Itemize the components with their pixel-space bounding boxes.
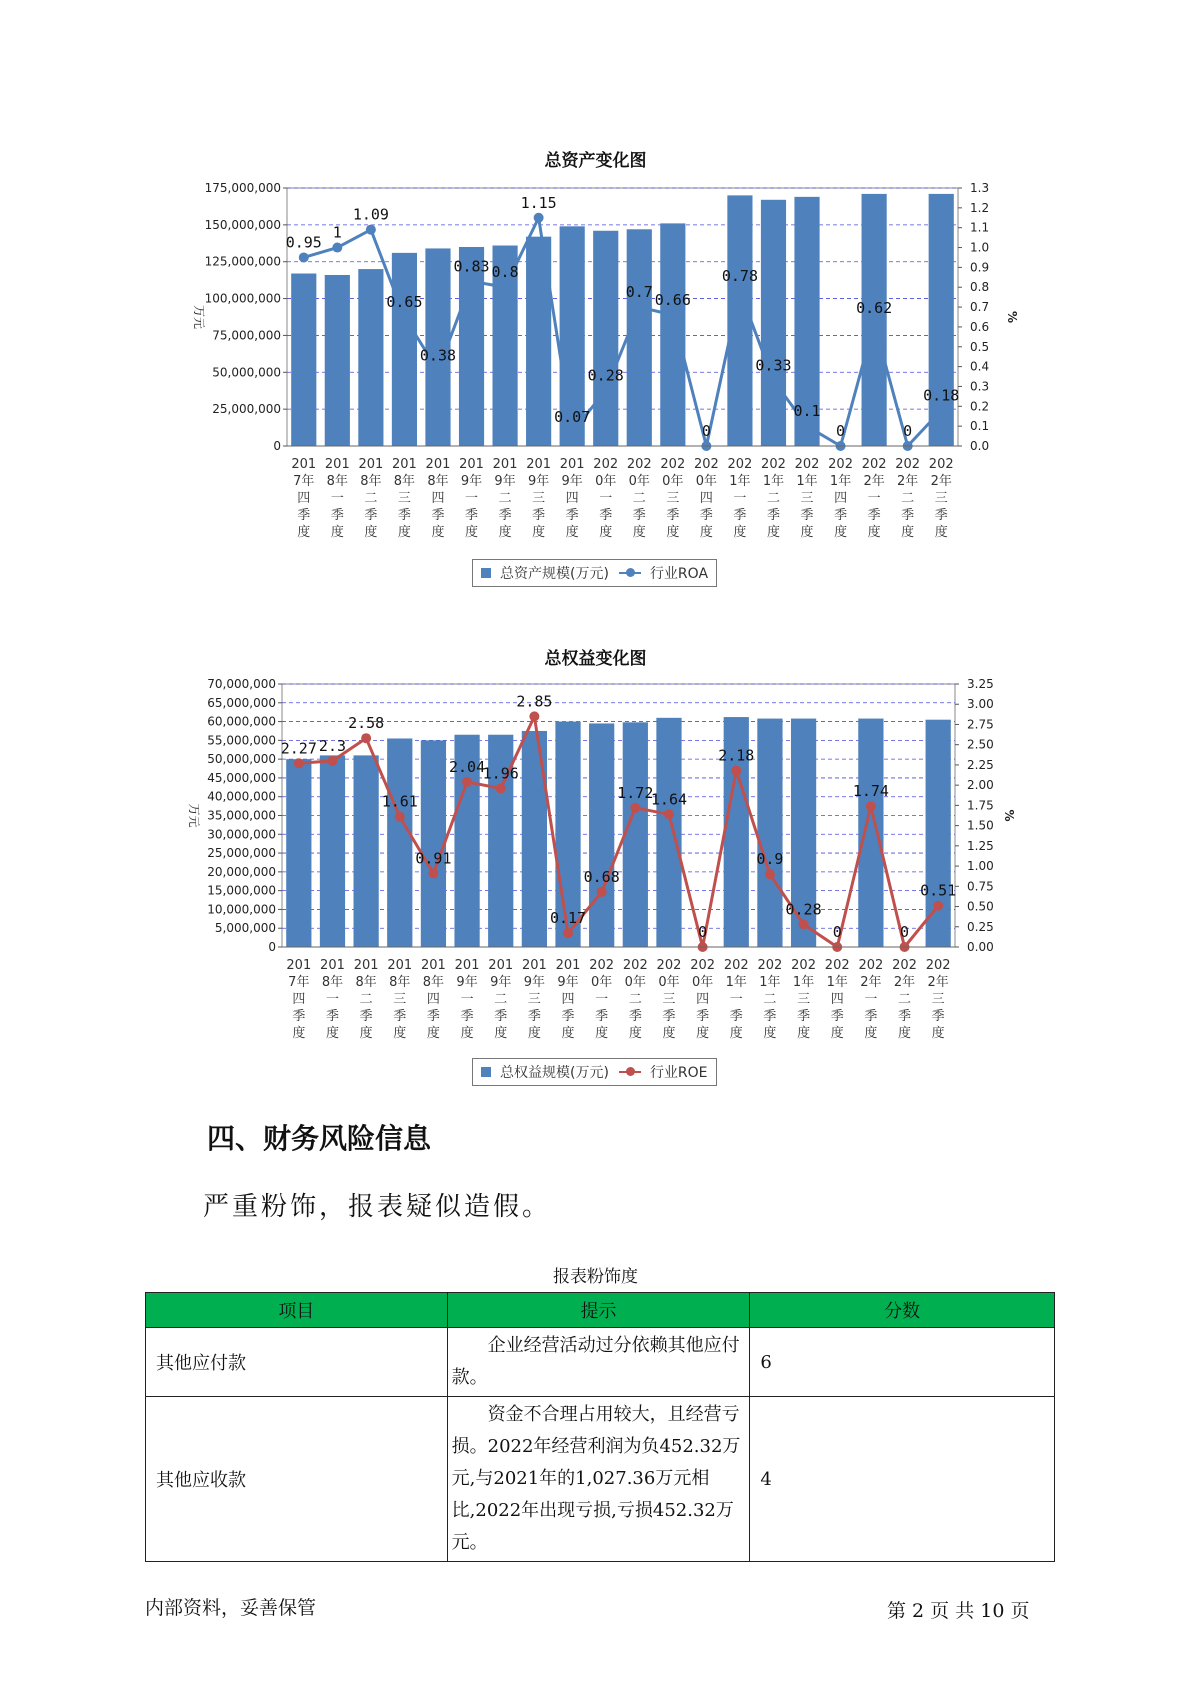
data-label: 1.64 xyxy=(650,790,688,809)
data-label: 0.78 xyxy=(721,267,758,286)
x-tick-label: 201 8年四季度 xyxy=(421,958,446,1041)
bar xyxy=(623,722,648,947)
item-cell: 其他应付款 xyxy=(146,1328,448,1397)
x-tick-label: 201 8年三季度 xyxy=(387,958,413,1041)
x-tick-label: 201 8年三季度 xyxy=(392,457,417,540)
line-point xyxy=(601,385,611,395)
y-tick-label: 35,000,000 xyxy=(207,808,276,823)
x-tick-label: 202 1年一季度 xyxy=(723,958,749,1041)
y-tick-label: 60,000,000 xyxy=(207,714,276,729)
y2-tick-label: 0.1 xyxy=(970,419,990,434)
y2-tick-label: 0.8 xyxy=(970,280,990,295)
x-tick-label: 202 0年二季度 xyxy=(622,958,648,1041)
y-tick-label: 75,000,000 xyxy=(212,328,281,343)
y2-tick-label: 1.00 xyxy=(967,859,994,874)
line-point xyxy=(496,783,506,793)
data-label: 0 xyxy=(836,422,846,440)
data-label: 0 xyxy=(900,923,910,941)
line-point xyxy=(366,225,376,235)
y-tick-label: 30,000,000 xyxy=(207,827,276,842)
data-label: 1.15 xyxy=(520,193,557,212)
x-tick-label: 201 9年三季度 xyxy=(521,958,547,1041)
line-point xyxy=(563,928,573,938)
data-label: 0.91 xyxy=(415,849,452,868)
y-tick-label: 65,000,000 xyxy=(207,695,276,710)
data-label: 2.58 xyxy=(348,714,385,733)
line-point xyxy=(433,366,443,376)
y-tick-label: 50,000,000 xyxy=(212,365,281,380)
table-caption: 报表粉饰度 xyxy=(553,1267,638,1287)
y-tick-label: 175,000,000 xyxy=(204,181,281,195)
bar xyxy=(320,755,345,947)
data-label: 1.72 xyxy=(617,783,654,802)
line-point xyxy=(731,766,741,776)
line-point xyxy=(768,376,778,386)
line-point xyxy=(668,310,678,320)
y-tick-label: 125,000,000 xyxy=(204,254,281,269)
x-tick-label: 202 0年三季度 xyxy=(660,457,686,540)
line-point xyxy=(462,777,472,787)
line-point xyxy=(630,803,640,813)
line-point xyxy=(294,758,304,768)
x-tick-label: 202 1年一季度 xyxy=(727,457,753,540)
bar xyxy=(286,759,311,947)
y-axis-title: 万元 xyxy=(192,304,206,330)
data-label: 0.17 xyxy=(549,909,587,928)
table-header: 提示 xyxy=(447,1293,750,1328)
data-label: 0.66 xyxy=(654,291,691,310)
data-label: 0.18 xyxy=(923,386,960,405)
x-tick-label: 202 2年三季度 xyxy=(928,457,954,540)
bar xyxy=(627,229,652,446)
line-point xyxy=(664,809,674,819)
data-label: 0 xyxy=(701,422,711,440)
x-tick-label: 201 8年二季度 xyxy=(358,457,384,540)
data-label: 0.7 xyxy=(625,283,653,302)
data-label: 0.38 xyxy=(419,346,457,365)
legend-bar-label: 总资产规模(万元) xyxy=(500,566,609,582)
x-tick-label: 201 9年三季度 xyxy=(526,457,552,540)
x-tick-label: 202 1年四季度 xyxy=(828,457,853,540)
y-tick-label: 0 xyxy=(273,439,281,453)
bar xyxy=(858,719,883,947)
y2-tick-label: 0.6 xyxy=(970,319,990,334)
y2-tick-label: 0.75 xyxy=(967,879,994,894)
data-label: 1 xyxy=(332,223,342,242)
y-tick-label: 25,000,000 xyxy=(212,402,281,417)
x-tick-label: 202 0年四季度 xyxy=(693,457,719,540)
y-tick-label: 70,000,000 xyxy=(207,677,276,691)
y2-tick-label: 1.2 xyxy=(970,200,990,215)
y-tick-label: 150,000,000 xyxy=(204,217,281,232)
y2-tick-label: 0.4 xyxy=(970,359,990,374)
data-label: 0.28 xyxy=(785,900,822,919)
line-point xyxy=(799,919,809,929)
y2-tick-label: 1.0 xyxy=(970,240,990,255)
y-tick-label: 0 xyxy=(268,940,276,954)
equity-chart-title: 总权益变化图 xyxy=(544,649,647,669)
line-point xyxy=(428,868,438,878)
y2-tick-label: 0.0 xyxy=(970,439,990,453)
x-tick-label: 202 0年三季度 xyxy=(656,958,682,1041)
y-tick-label: 55,000,000 xyxy=(207,733,276,748)
x-tick-label: 202 1年三季度 xyxy=(791,958,816,1041)
x-tick-label: 201 9年一季度 xyxy=(459,457,484,540)
equity-chart xyxy=(0,676,1191,1076)
data-label: 1.74 xyxy=(852,782,889,801)
data-label: 1.61 xyxy=(381,792,418,811)
x-tick-label: 201 9年四季度 xyxy=(555,958,581,1041)
data-label: 0 xyxy=(832,923,842,941)
x-tick-label: 202 2年二季度 xyxy=(895,457,921,540)
data-label: 0.68 xyxy=(583,867,620,886)
y-tick-label: 10,000,000 xyxy=(207,902,276,917)
bar xyxy=(387,738,412,947)
line-point xyxy=(332,243,342,253)
y-tick-label: 45,000,000 xyxy=(207,770,276,785)
bar xyxy=(354,755,379,947)
data-label: 2.27 xyxy=(280,739,317,758)
data-label: 0.28 xyxy=(587,366,624,385)
line-point xyxy=(299,252,309,262)
x-tick-label: 202 2年一季度 xyxy=(861,457,887,540)
bar xyxy=(522,731,547,947)
x-tick-label: 202 2年二季度 xyxy=(892,958,917,1041)
data-label: 2.18 xyxy=(718,746,755,765)
data-label: 1.96 xyxy=(482,764,519,783)
y2-tick-label: 0.25 xyxy=(967,919,994,934)
equity-chart-legend xyxy=(472,1058,717,1086)
bar xyxy=(926,720,951,947)
table-row xyxy=(146,1397,1055,1562)
line-point xyxy=(500,282,510,292)
legend-bar-swatch xyxy=(481,1067,491,1077)
bar xyxy=(660,223,685,446)
line-point xyxy=(765,869,775,879)
bar xyxy=(291,274,316,446)
legend-line-swatch xyxy=(619,1071,641,1073)
data-label: 0.65 xyxy=(386,293,423,311)
table-header: 分数 xyxy=(750,1293,1055,1328)
bar xyxy=(392,253,417,446)
y2-tick-label: 0.00 xyxy=(967,940,994,954)
data-label: 2.85 xyxy=(516,692,553,711)
bar xyxy=(421,740,446,947)
bar xyxy=(761,200,786,446)
y2-tick-label: 1.1 xyxy=(970,220,990,235)
line-point xyxy=(933,901,943,911)
line-point xyxy=(467,276,477,286)
x-tick-label: 201 9年二季度 xyxy=(488,958,514,1041)
footer-right: 第 2 页 共 10 页 xyxy=(887,1600,1030,1622)
line-point xyxy=(529,711,539,721)
y2-axis-title: % xyxy=(1005,310,1019,324)
line-point xyxy=(534,213,544,223)
y-tick-label: 100,000,000 xyxy=(204,291,281,306)
data-label: 0.9 xyxy=(756,850,784,869)
bar xyxy=(325,275,350,446)
legend-line-label: 行业ROA xyxy=(649,566,709,582)
y2-tick-label: 2.75 xyxy=(967,717,994,732)
footer-left: 内部资料，妥善保管 xyxy=(145,1597,317,1619)
tip-cell: 企业经营活动过分依赖其他应付款。 xyxy=(447,1328,750,1397)
bar xyxy=(593,231,618,446)
tip-cell: 资金不合理占用较大，且经营亏损。2022年经营利润为负452.32万元,与2021年的1,027.36万元相比,2022年出现亏损,亏损452.32万元。 xyxy=(447,1397,750,1562)
plot-area xyxy=(287,188,958,446)
y2-axis-title: % xyxy=(1002,809,1016,822)
x-tick-label: 201 9年一季度 xyxy=(454,958,480,1041)
y-tick-label: 15,000,000 xyxy=(207,883,276,898)
score-cell: 6 xyxy=(750,1328,1055,1397)
y2-tick-label: 2.50 xyxy=(967,737,994,752)
data-label: 2.3 xyxy=(318,736,347,755)
table-header-row xyxy=(146,1293,1055,1328)
y2-tick-label: 2.25 xyxy=(967,757,994,772)
score-cell: 4 xyxy=(750,1397,1055,1562)
data-label: 0.1 xyxy=(793,402,821,421)
legend-line-swatch xyxy=(619,572,641,574)
y-tick-label: 50,000,000 xyxy=(207,752,276,767)
data-label: 0.8 xyxy=(491,263,519,282)
bar xyxy=(727,195,752,446)
x-tick-label: 201 8年一季度 xyxy=(320,958,345,1041)
line-point xyxy=(735,286,745,296)
data-label: 0.95 xyxy=(285,233,322,252)
y2-tick-label: 0.5 xyxy=(970,339,990,354)
data-label: 0.83 xyxy=(453,257,490,276)
section-heading: 四、财务风险信息 xyxy=(207,1122,432,1155)
x-tick-label: 202 0年一季度 xyxy=(589,958,615,1041)
x-tick-label: 202 2年三季度 xyxy=(925,958,951,1041)
bar xyxy=(757,719,782,947)
line-point xyxy=(802,421,812,431)
data-label: 0.07 xyxy=(554,408,591,427)
y2-tick-label: 1.50 xyxy=(967,818,994,833)
data-label: 0 xyxy=(903,422,913,440)
x-tick-label: 201 7年四季度 xyxy=(286,958,312,1041)
legend-line-label: 行业ROE xyxy=(649,1065,708,1081)
y-tick-label: 20,000,000 xyxy=(207,864,276,879)
y-tick-label: 25,000,000 xyxy=(207,846,276,861)
x-tick-label: 202 1年三季度 xyxy=(794,457,820,540)
y2-tick-label: 1.75 xyxy=(967,798,994,813)
x-tick-label: 201 8年二季度 xyxy=(353,958,379,1041)
y-axis-title: 万元 xyxy=(187,803,201,828)
x-tick-label: 201 9年四季度 xyxy=(559,457,585,540)
data-label: 1.09 xyxy=(352,205,389,224)
assets-chart-legend xyxy=(472,559,717,587)
risk-table xyxy=(145,1292,1055,1562)
y2-tick-label: 3.25 xyxy=(967,677,994,691)
x-tick-label: 202 1年二季度 xyxy=(761,457,786,540)
line-point xyxy=(936,405,946,415)
data-label: 0 xyxy=(698,923,708,941)
line-point xyxy=(399,312,409,322)
line-point xyxy=(361,733,371,743)
y2-tick-label: 3.00 xyxy=(967,697,994,712)
legend-bar-swatch xyxy=(481,568,491,578)
x-tick-label: 202 1年二季度 xyxy=(757,958,783,1041)
y-tick-label: 5,000,000 xyxy=(214,921,276,936)
data-label: 2.04 xyxy=(449,757,486,776)
y-tick-label: 40,000,000 xyxy=(207,789,276,804)
line-point xyxy=(634,302,644,312)
legend-bar-label: 总权益规模(万元) xyxy=(500,1065,609,1081)
bar xyxy=(589,723,614,947)
table-row xyxy=(146,1328,1055,1397)
x-tick-label: 202 2年一季度 xyxy=(858,958,884,1041)
x-tick-label: 202 0年一季度 xyxy=(593,457,619,540)
x-tick-label: 201 8年一季度 xyxy=(324,457,350,540)
bar xyxy=(656,718,681,947)
y2-tick-label: 0.3 xyxy=(970,379,990,394)
y2-tick-label: 0.9 xyxy=(970,260,990,275)
data-label: 0.51 xyxy=(920,881,957,900)
assets-chart-title: 总资产变化图 xyxy=(544,151,647,171)
y2-tick-label: 0.50 xyxy=(967,899,994,914)
data-label: 0.62 xyxy=(856,298,893,317)
x-tick-label: 202 0年四季度 xyxy=(690,958,716,1041)
line-point xyxy=(866,801,876,811)
x-tick-label: 201 7年四季度 xyxy=(291,457,317,540)
y2-tick-label: 2.00 xyxy=(967,778,994,793)
y2-tick-label: 1.3 xyxy=(970,181,990,195)
table-header: 项目 xyxy=(146,1293,448,1328)
line-point xyxy=(395,812,405,822)
assets-chart xyxy=(0,180,1191,580)
y2-tick-label: 0.7 xyxy=(970,300,990,315)
x-tick-label: 202 1年四季度 xyxy=(824,958,850,1041)
line-point xyxy=(597,887,607,897)
y2-tick-label: 0.2 xyxy=(970,399,990,414)
section-text: 严重粉饰，报表疑似造假。 xyxy=(203,1192,552,1222)
line-point xyxy=(869,318,879,328)
bar xyxy=(358,269,383,446)
x-tick-label: 201 9年二季度 xyxy=(492,457,518,540)
data-label: 0.33 xyxy=(755,356,792,375)
x-tick-label: 201 8年四季度 xyxy=(425,457,451,540)
item-cell: 其他应收款 xyxy=(146,1397,448,1562)
line-point xyxy=(567,427,577,437)
line-point xyxy=(327,756,337,766)
x-tick-label: 202 0年二季度 xyxy=(626,457,652,540)
y2-tick-label: 1.25 xyxy=(967,838,994,853)
